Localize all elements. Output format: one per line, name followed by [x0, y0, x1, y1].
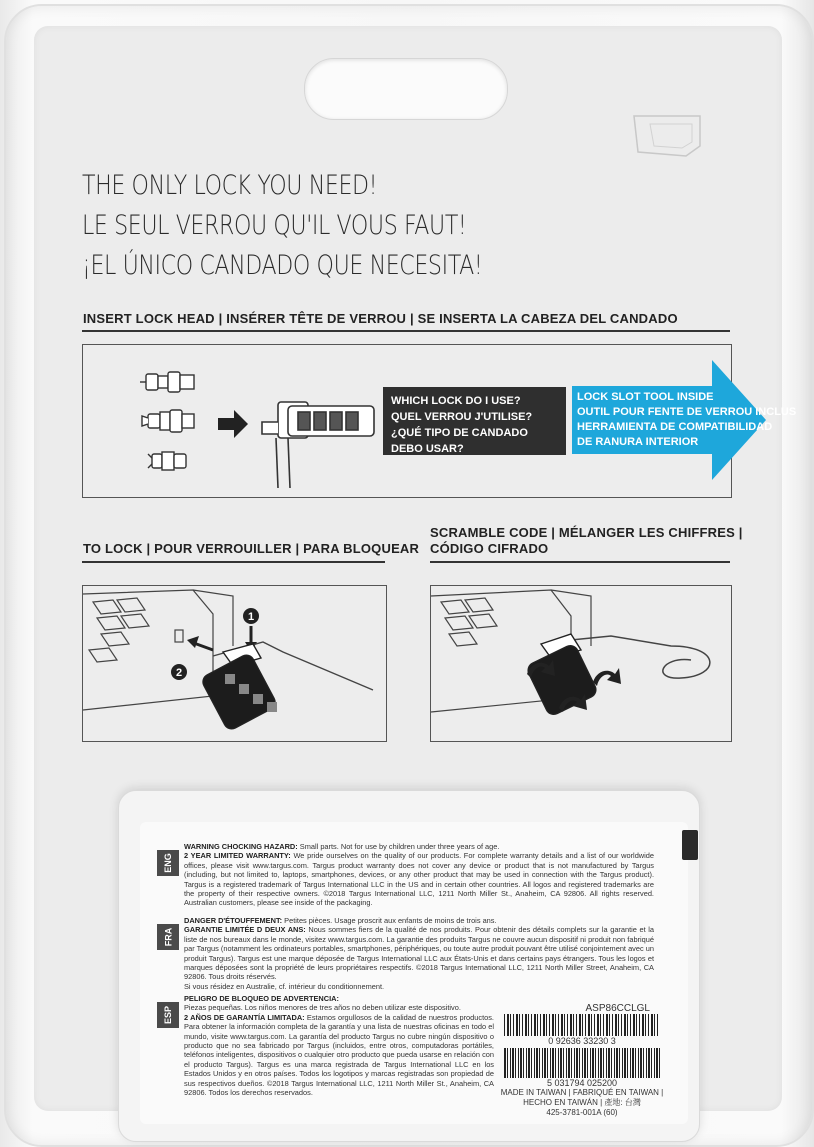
ean-barcode: [504, 1048, 660, 1078]
upc-number: 0 92636 33230 3: [548, 1036, 616, 1046]
scramble-rule: [430, 561, 730, 563]
legal-eng: [184, 842, 654, 908]
lock-head-diagram: [138, 362, 378, 488]
sku-label: ASP86CCLGL: [585, 1003, 650, 1014]
step-2-badge: [171, 664, 187, 680]
esp-warranty-text: Estamos orgullosos de la calidad de nuestros productos. Para obtener la información completa de la garantía y una lista de nuestras oficinas en todo el mundo, visite www.targus.com. La garantía del producto Targus no cubre ningún dispositivo o producto que no sea fabricado por Targus (incluidos, entre otros, computadoras portátiles, teléfonos inteligentes, dispositivos o cualquier otro producto que pueda usarse en relación con el producto Targus). Targus es una marca registrada de Targus International LLC en los Estados Unidos y en otros países. Todos los logotipos y marcas registradas son propiedad de sus respectivos dueños. ©2018 Targus International LLC, 1211 North Miller St., Anaheim, CA 92806. Todos los derechos reservados.: [184, 1012, 494, 1098]
which-lock-es: ¿QUÉ TIPO DE CANDADO DEBO USAR?: [391, 427, 528, 455]
origin-line1: MADE IN TAIWAN | FABRIQUÉ EN TAIWAN |: [500, 1088, 664, 1097]
lock-head-icon-3: [148, 452, 186, 470]
slot-tool-text: [577, 390, 796, 450]
insert-rule: [82, 330, 730, 332]
combo-lock-icon: [200, 642, 373, 732]
legal-fra: [184, 916, 654, 991]
headline-fr: LE SEUL VERROU QU'IL VOUS FAUT!: [82, 210, 467, 241]
fra-warranty-text: Nous sommes fiers de la qualité de nos produits. Pour obtenir des détails complets sur la garantie et la liste de nos bureaux dans le monde, visitez www.targus.com. La garantie des produits Targus ne couvre aucun dispositif ni produit non fabriqué par Targus (notamment les ordinateurs portables, smartphones, périphériques, ou toute autre produit pouvant être utilisé conjointement avec un produit Targus). Targus est une marque déposée de Targus International LLC aux États-Unis et dans certains pays étrangers. Tous les logos et marques déposées sont la propriété de leurs propriétaires respectifs. ©2018 Targus International LLC, 1211 North Miller Street, Anaheim, CA 92806. Tous droits réservés.: [184, 925, 655, 982]
tray-edge: [682, 830, 698, 860]
eng-warranty-head: 2 YEAR LIMITED WARRANTY:: [184, 851, 291, 861]
fra-warranty-head: GARANTIE LIMITÉE D DEUX ANS:: [184, 925, 306, 935]
which-lock-en: WHICH LOCK DO I USE?: [391, 395, 521, 407]
headline-en: THE ONLY LOCK YOU NEED!: [82, 170, 378, 201]
combo-lock-icon: [262, 402, 374, 488]
esp-hazard-head: PELIGRO DE BLOQUEO DE ADVERTENCIA:: [184, 994, 339, 1003]
lang-tag-esp-label: ESP: [162, 1005, 173, 1025]
ean-number: 5 031794 025200: [546, 1078, 618, 1088]
lock-head-icon-1: [140, 372, 194, 392]
lang-tag-fra: [157, 924, 179, 950]
fold-tab-icon: [630, 112, 710, 160]
scramble-title-1: SCRAMBLE CODE | MÉLANGER LES CHIFFRES |: [430, 525, 743, 540]
upc-barcode: [504, 1014, 660, 1036]
lang-tag-esp: [157, 1002, 179, 1028]
slot-tool-line3: HERRAMIENTA DE COMPATIBILIDAD: [577, 421, 773, 433]
hang-hole: [304, 58, 508, 120]
slot-tool-line1: LOCK SLOT TOOL INSIDE: [577, 391, 714, 403]
origin-line2: HECHO EN TAIWÁN | 產地: 台灣: [523, 1098, 641, 1107]
which-lock-box: [383, 387, 566, 455]
to-lock-diagram: [83, 586, 384, 739]
slot-tool-line2: OUTIL POUR FENTE DE VERROU INCLUS: [577, 406, 797, 418]
insert-title: INSERT LOCK HEAD | INSÉRER TÊTE DE VERROU | SE INSERTA LA CABEZA DEL CANDADO: [83, 311, 678, 326]
headline: [82, 166, 482, 286]
to-lock-title: TO LOCK | POUR VERROUILLER | PARA BLOQUEAR: [83, 541, 420, 556]
lang-tag-fra-label: FRA: [163, 927, 173, 947]
eng-hazard-text: Small parts. Not for use by children under three years of age.: [297, 842, 500, 851]
eng-warranty-text: We pride ourselves on the quality of our products. For complete warranty details and a list of our worldwide offices, please visit www.targus.com. Targus product warranty does not cover any device or product that is not manufactured by Targus (including, but not limited to, laptops, smartphones, devices, or any other product that may be used in connection with the Targus product). Targus is a registered trademark of Targus International LLC in the US and in certain other countries. All logos and registered trademarks are the property of their respective owners. ©2018 Targus International LLC, 1211 North Miller St., Anaheim, CA 92806. All rights reserved. Australian customers, please see inside of the packaging.: [184, 851, 655, 908]
lang-tag-eng: [157, 850, 179, 876]
fra-au-text: Si vous résidez en Australie, cf. intérieur du conditionnement.: [184, 981, 385, 991]
to-lock-rule: [82, 561, 385, 563]
part-number: 425-3781-001A (60): [546, 1108, 618, 1117]
step-1-label: 1: [247, 611, 255, 623]
esp-warranty-head: 2 AÑOS DE GARANTÍA LIMITADA:: [184, 1012, 305, 1022]
lang-tag-eng-label: ENG: [162, 853, 173, 873]
step-1-badge: [243, 608, 259, 624]
lock-head-icon-2: [142, 410, 194, 432]
arrow-right-icon: [218, 410, 248, 438]
esp-hazard-text: Piezas pequeñas. Los niños menores de tres años no deben utilizar este dispositivo.: [184, 1003, 461, 1013]
scramble-diagram: [431, 586, 729, 739]
legal-esp: [184, 994, 494, 1097]
which-lock-fr: QUEL VERROU J'UTILISE?: [391, 411, 533, 423]
fra-hazard-head: DANGER D'ÉTOUFFEMENT:: [184, 916, 283, 925]
fra-hazard-text: Petites pièces. Usage proscrit aux enfants de moins de trois ans.: [282, 916, 497, 925]
step-2-label: 2: [175, 667, 183, 679]
headline-es: ¡EL ÚNICO CANDADO QUE NECESITA!: [82, 250, 483, 281]
barcode-area: [494, 1003, 670, 1123]
eng-hazard-head: WARNING CHOCKING HAZARD:: [184, 842, 298, 851]
slot-tool-line4: DE RANURA INTERIOR: [577, 436, 699, 448]
scramble-title-2: CÓDIGO CIFRADO: [430, 541, 549, 556]
